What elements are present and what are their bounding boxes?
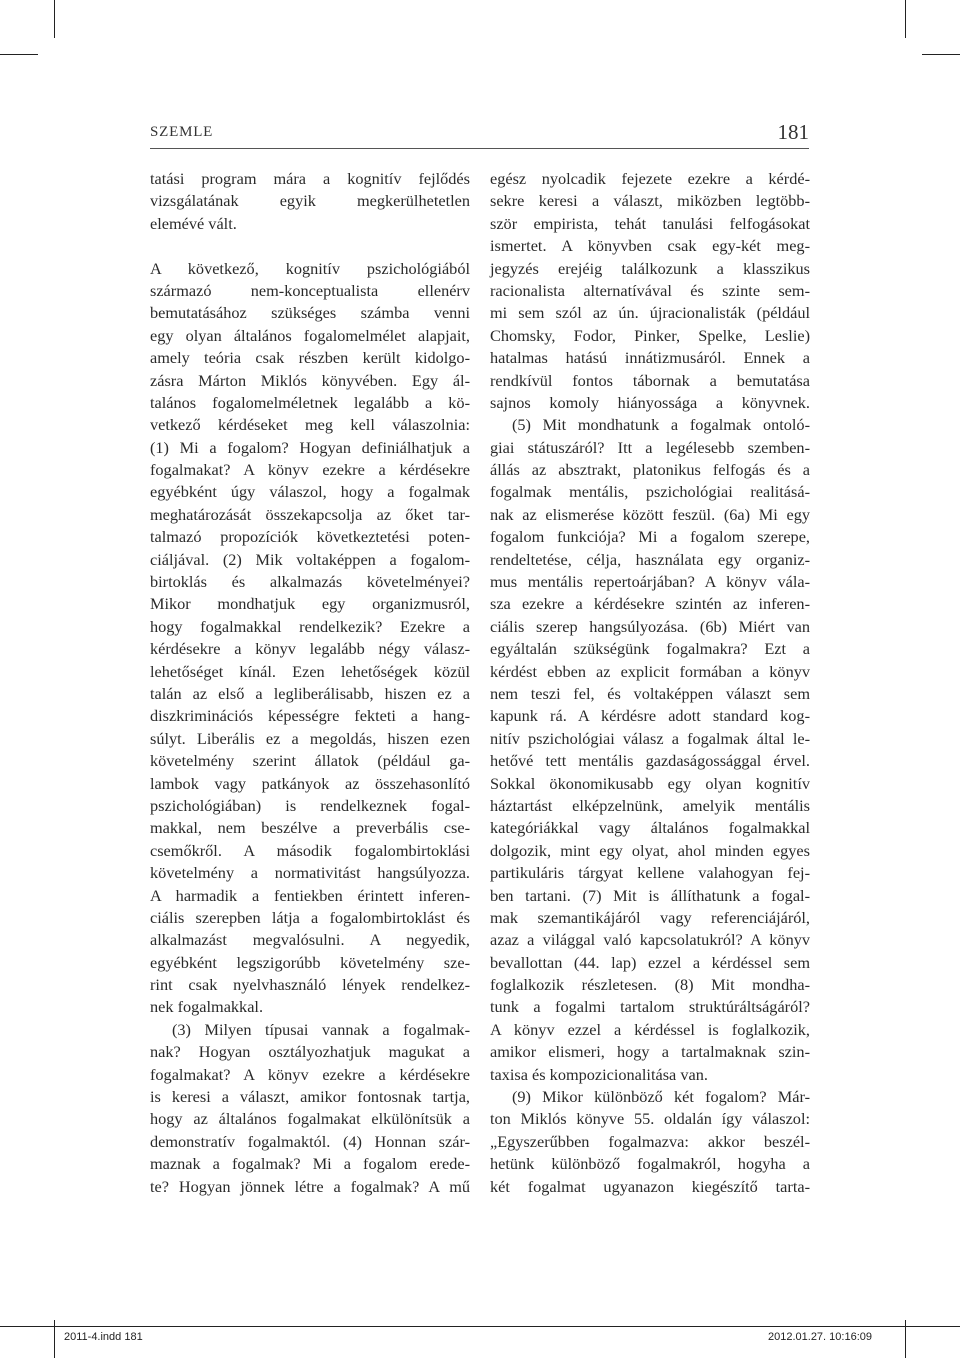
text-line: A könyv ezzel a kérdéssel is foglalkozik, bbox=[490, 1019, 810, 1039]
slug-timestamp: 2012.01.27. 10:16:09 bbox=[768, 1331, 872, 1343]
text-line: nem teszi fel, és voltaképpen választ sem bbox=[490, 683, 810, 703]
text-line: pszichológiában) is rendelkeznek fogal- bbox=[150, 795, 470, 815]
text-line: taxisa és kompozicionalitása van. bbox=[490, 1064, 708, 1084]
text-line: Chomsky, Fodor, Pinker, Spelke, Leslie) bbox=[490, 325, 810, 345]
text-line: fogalmakat? A könyv ezekre a kérdésekre bbox=[150, 1064, 470, 1084]
text-line: rendeltetése, célja, használata egy organiz- bbox=[490, 549, 810, 569]
text-line: talán az első a legliberálisabb, hiszen ez a bbox=[150, 683, 470, 703]
text-line: kérdésekre a könyv legalább négy válasz- bbox=[150, 639, 470, 659]
text-line: A harmadik a fentiekben érintett inferen- bbox=[150, 885, 470, 905]
text-line: Mikor mondhatjuk egy organizmusról, bbox=[150, 594, 470, 614]
text-line: lehetőséget kínál. Ezen lehetőségek közül bbox=[150, 661, 470, 681]
text-line: sekre keresi a választ, miközben legtöbb- bbox=[490, 191, 810, 211]
text-line: súlyt. Liberális ez a megoldás, hiszen ezen bbox=[150, 728, 470, 748]
text-line: követelmény szerint állatok (például ga- bbox=[150, 751, 470, 771]
text-line: mi sem szól az ún. újracionalisták (például bbox=[490, 303, 810, 323]
text-line: ciális szerep hangsúlyozása. (6b) Miért van bbox=[490, 616, 810, 636]
text-line: kapunk rá. A kérdésre adott standard kog- bbox=[490, 706, 810, 726]
text-line: hogy fogalmakkal rendelkezik? Ezekre a bbox=[150, 616, 470, 636]
text-line: kérdést ebben az explicit formában a könyv bbox=[490, 661, 810, 681]
text-line: kategóriákkal vagy általános fogalmakkal bbox=[490, 818, 810, 838]
text-line: jegyzés erejéig találkozunk a klasszikus bbox=[490, 258, 810, 278]
text-line: egyébként úgy válaszol, hogy a fogalmak bbox=[150, 482, 470, 502]
text-line: csemőkről. A második fogalombirtoklási bbox=[150, 840, 470, 860]
left-column bbox=[150, 168, 470, 1198]
text-line: ismertet. A könyvben csak egy-két meg- bbox=[490, 236, 810, 256]
text-line: lambok vagy patkányok az összehasonlító bbox=[150, 773, 470, 793]
text-line: nak? Hogyan osztályozhatjuk magukat a bbox=[150, 1042, 470, 1062]
text-line: nek fogalmakkal. bbox=[150, 997, 264, 1017]
text-line: diszkriminációs képességre fekteti a hang- bbox=[150, 706, 470, 726]
text-line: ször empirista, tehát tanulási felfogásokat bbox=[490, 213, 810, 233]
text-line: nak az elismerése között feszül. (6a) Mi egy bbox=[490, 504, 810, 524]
text-line bbox=[150, 235, 470, 257]
text-line: maznak a fogalmak? Mi a fogalom erede- bbox=[150, 1154, 470, 1174]
text-line: fogalom funkciója? Mi a fogalom szerepe, bbox=[490, 527, 810, 547]
text-line: fogalmak mentális, pszichológiai realitásá- bbox=[490, 482, 810, 502]
text-line: hogy az általános fogalmakat elkülönítsük a bbox=[150, 1109, 470, 1129]
text-line: ton Miklós könyve 55. oldalán így válaszol: bbox=[490, 1109, 810, 1129]
text-line: sza ezekre a kérdésekre szintén az inferen- bbox=[490, 594, 810, 614]
text-line: demonstratív fogalmaktól. (4) Honnan szár- bbox=[150, 1131, 470, 1151]
text-line: (3) Milyen típusai vannak a fogalmak- bbox=[172, 1019, 470, 1039]
text-line: követelmény a normativitást hangsúlyozza. bbox=[150, 863, 470, 883]
slug-rule bbox=[0, 1326, 960, 1327]
text-line: amikor elismeri, hogy a tartalmaknak szin- bbox=[490, 1042, 810, 1062]
text-line: ciáljával. (2) Mik voltaképpen a fogalom- bbox=[150, 549, 470, 569]
text-line: vetkező kérdéseket meg kell válaszolnia: bbox=[150, 415, 470, 435]
text-line: egyáltalán szükségünk fogalmakra? Ezt a bbox=[490, 639, 810, 659]
text-line: két fogalmat ugyanazon kiegészítő tarta- bbox=[490, 1176, 810, 1196]
text-line: tatási program mára a kognitív fejlődés bbox=[150, 169, 470, 188]
text-line: giai státuszáról? Itt a legélesebb szemben- bbox=[490, 437, 810, 457]
text-line: mak szemantikájáról vagy referenciájáról, bbox=[490, 907, 810, 927]
text-line: alkalmazást megvalósulni. A negyedik, bbox=[150, 930, 470, 950]
right-column bbox=[490, 168, 810, 1198]
text-line: is keresi a választ, amikor fontosnak tartja, bbox=[150, 1087, 470, 1107]
text-line: hatalmas hatású innátizmusáról. Ennek a bbox=[490, 348, 810, 368]
header-rule bbox=[150, 148, 809, 149]
text-line: (5) Mit mondhatunk a fogalmak ontoló- bbox=[512, 415, 810, 435]
text-line: tunk a fogalmi tartalom struktúráltságáról? bbox=[490, 997, 810, 1017]
page-number: 181 bbox=[777, 120, 809, 144]
text-line: azaz a világgal való kapcsolatukról? A könyv bbox=[490, 930, 810, 950]
text-line: „Egyszerűbben fogalmazva: akkor beszél- bbox=[490, 1131, 810, 1151]
text-line: foglalkozik részletesen. (8) Mit mondha- bbox=[490, 975, 810, 995]
text-line: rint csak nyelvhasználó lények rendelkez- bbox=[150, 975, 470, 995]
text-line: ben tartani. (7) Mit is állíthatunk a fogal- bbox=[490, 885, 810, 905]
text-line: vizsgálatának egyik megkerülhetetlen bbox=[150, 191, 470, 211]
crop-mark bbox=[54, 0, 55, 38]
text-line: partikuláris tárgyat kellene valahogyan fej- bbox=[490, 863, 810, 883]
text-line: nitív pszichológiai válasz a fogalmak által le- bbox=[490, 728, 810, 748]
text-line: hetünk különböző fogalmakról, hogyha a bbox=[490, 1154, 810, 1174]
text-line: A következő, kognitív pszichológiából bbox=[150, 258, 470, 278]
text-line: állás az absztrakt, platonikus felfogás és a bbox=[490, 460, 810, 480]
text-line: talános fogalomelméletnek legalább a kö- bbox=[150, 392, 470, 412]
text-line: fogalmakat? A könyv ezekre a kérdésekre bbox=[150, 460, 470, 480]
text-line: meghatározását összekapcsolja az őket tar- bbox=[150, 504, 470, 524]
text-line: amely teória csak részben került kidolgo- bbox=[150, 348, 470, 368]
text-line: egy olyan általános fogalomelmélet alapjait, bbox=[150, 325, 470, 345]
text-line: háztartást elképzelnünk, amelyik mentális bbox=[490, 795, 810, 815]
text-line: racionalista alternatívával és szinte sem- bbox=[490, 280, 810, 300]
text-line: származó nem-konceptualista ellenérv bbox=[150, 280, 470, 300]
text-line: egyébként legszigorúbb követelmény sze- bbox=[150, 952, 470, 972]
text-line: sajnos komoly hiányossága a könyvnek. bbox=[490, 392, 810, 412]
text-line: egész nyolcadik fejezete ezekre a kérdé- bbox=[490, 169, 810, 188]
text-line: birtoklás és alkalmazás követelményei? bbox=[150, 572, 470, 592]
text-line: hetővé tett mentális gazdaságossággal érvel. bbox=[490, 751, 810, 771]
text-line: (1) Mi a fogalom? Hogyan definiálhatjuk a bbox=[150, 437, 470, 457]
text-line: mus mentális repertoárjában? A könyv vála- bbox=[490, 572, 810, 592]
text-line: zásra Márton Miklós könyvében. Egy ál- bbox=[150, 370, 470, 390]
text-line: te? Hogyan jönnek létre a fogalmak? A mű bbox=[150, 1176, 470, 1196]
text-line: elemévé vált. bbox=[150, 213, 237, 233]
text-line: rendkívül fontos tábornak a bemutatása bbox=[490, 370, 810, 390]
text-line: dolgozik, mint egy olyat, ahol minden egyes bbox=[490, 840, 810, 860]
crop-mark bbox=[922, 54, 960, 55]
text-line: Sokkal ökonomikusabb egy olyan kognitív bbox=[490, 773, 810, 793]
text-line: bevallottan (44. lap) ezzel a kérdéssel sem bbox=[490, 952, 810, 972]
text-line: (9) Mikor különböző két fogalom? Már- bbox=[512, 1087, 810, 1107]
text-line: bemutatásához szükséges számba venni bbox=[150, 303, 470, 323]
crop-mark bbox=[905, 0, 906, 38]
slug-filename: 2011-4.indd 181 bbox=[64, 1331, 143, 1343]
text-line: makkal, nem beszélve a preverbális cse- bbox=[150, 818, 470, 838]
crop-mark bbox=[0, 54, 38, 55]
section-title: SZEMLE bbox=[150, 124, 214, 140]
text-line: talmazó propozíciók következtetési poten- bbox=[150, 527, 470, 547]
text-line: ciális szerepben látja a fogalombirtoklást és bbox=[150, 907, 470, 927]
